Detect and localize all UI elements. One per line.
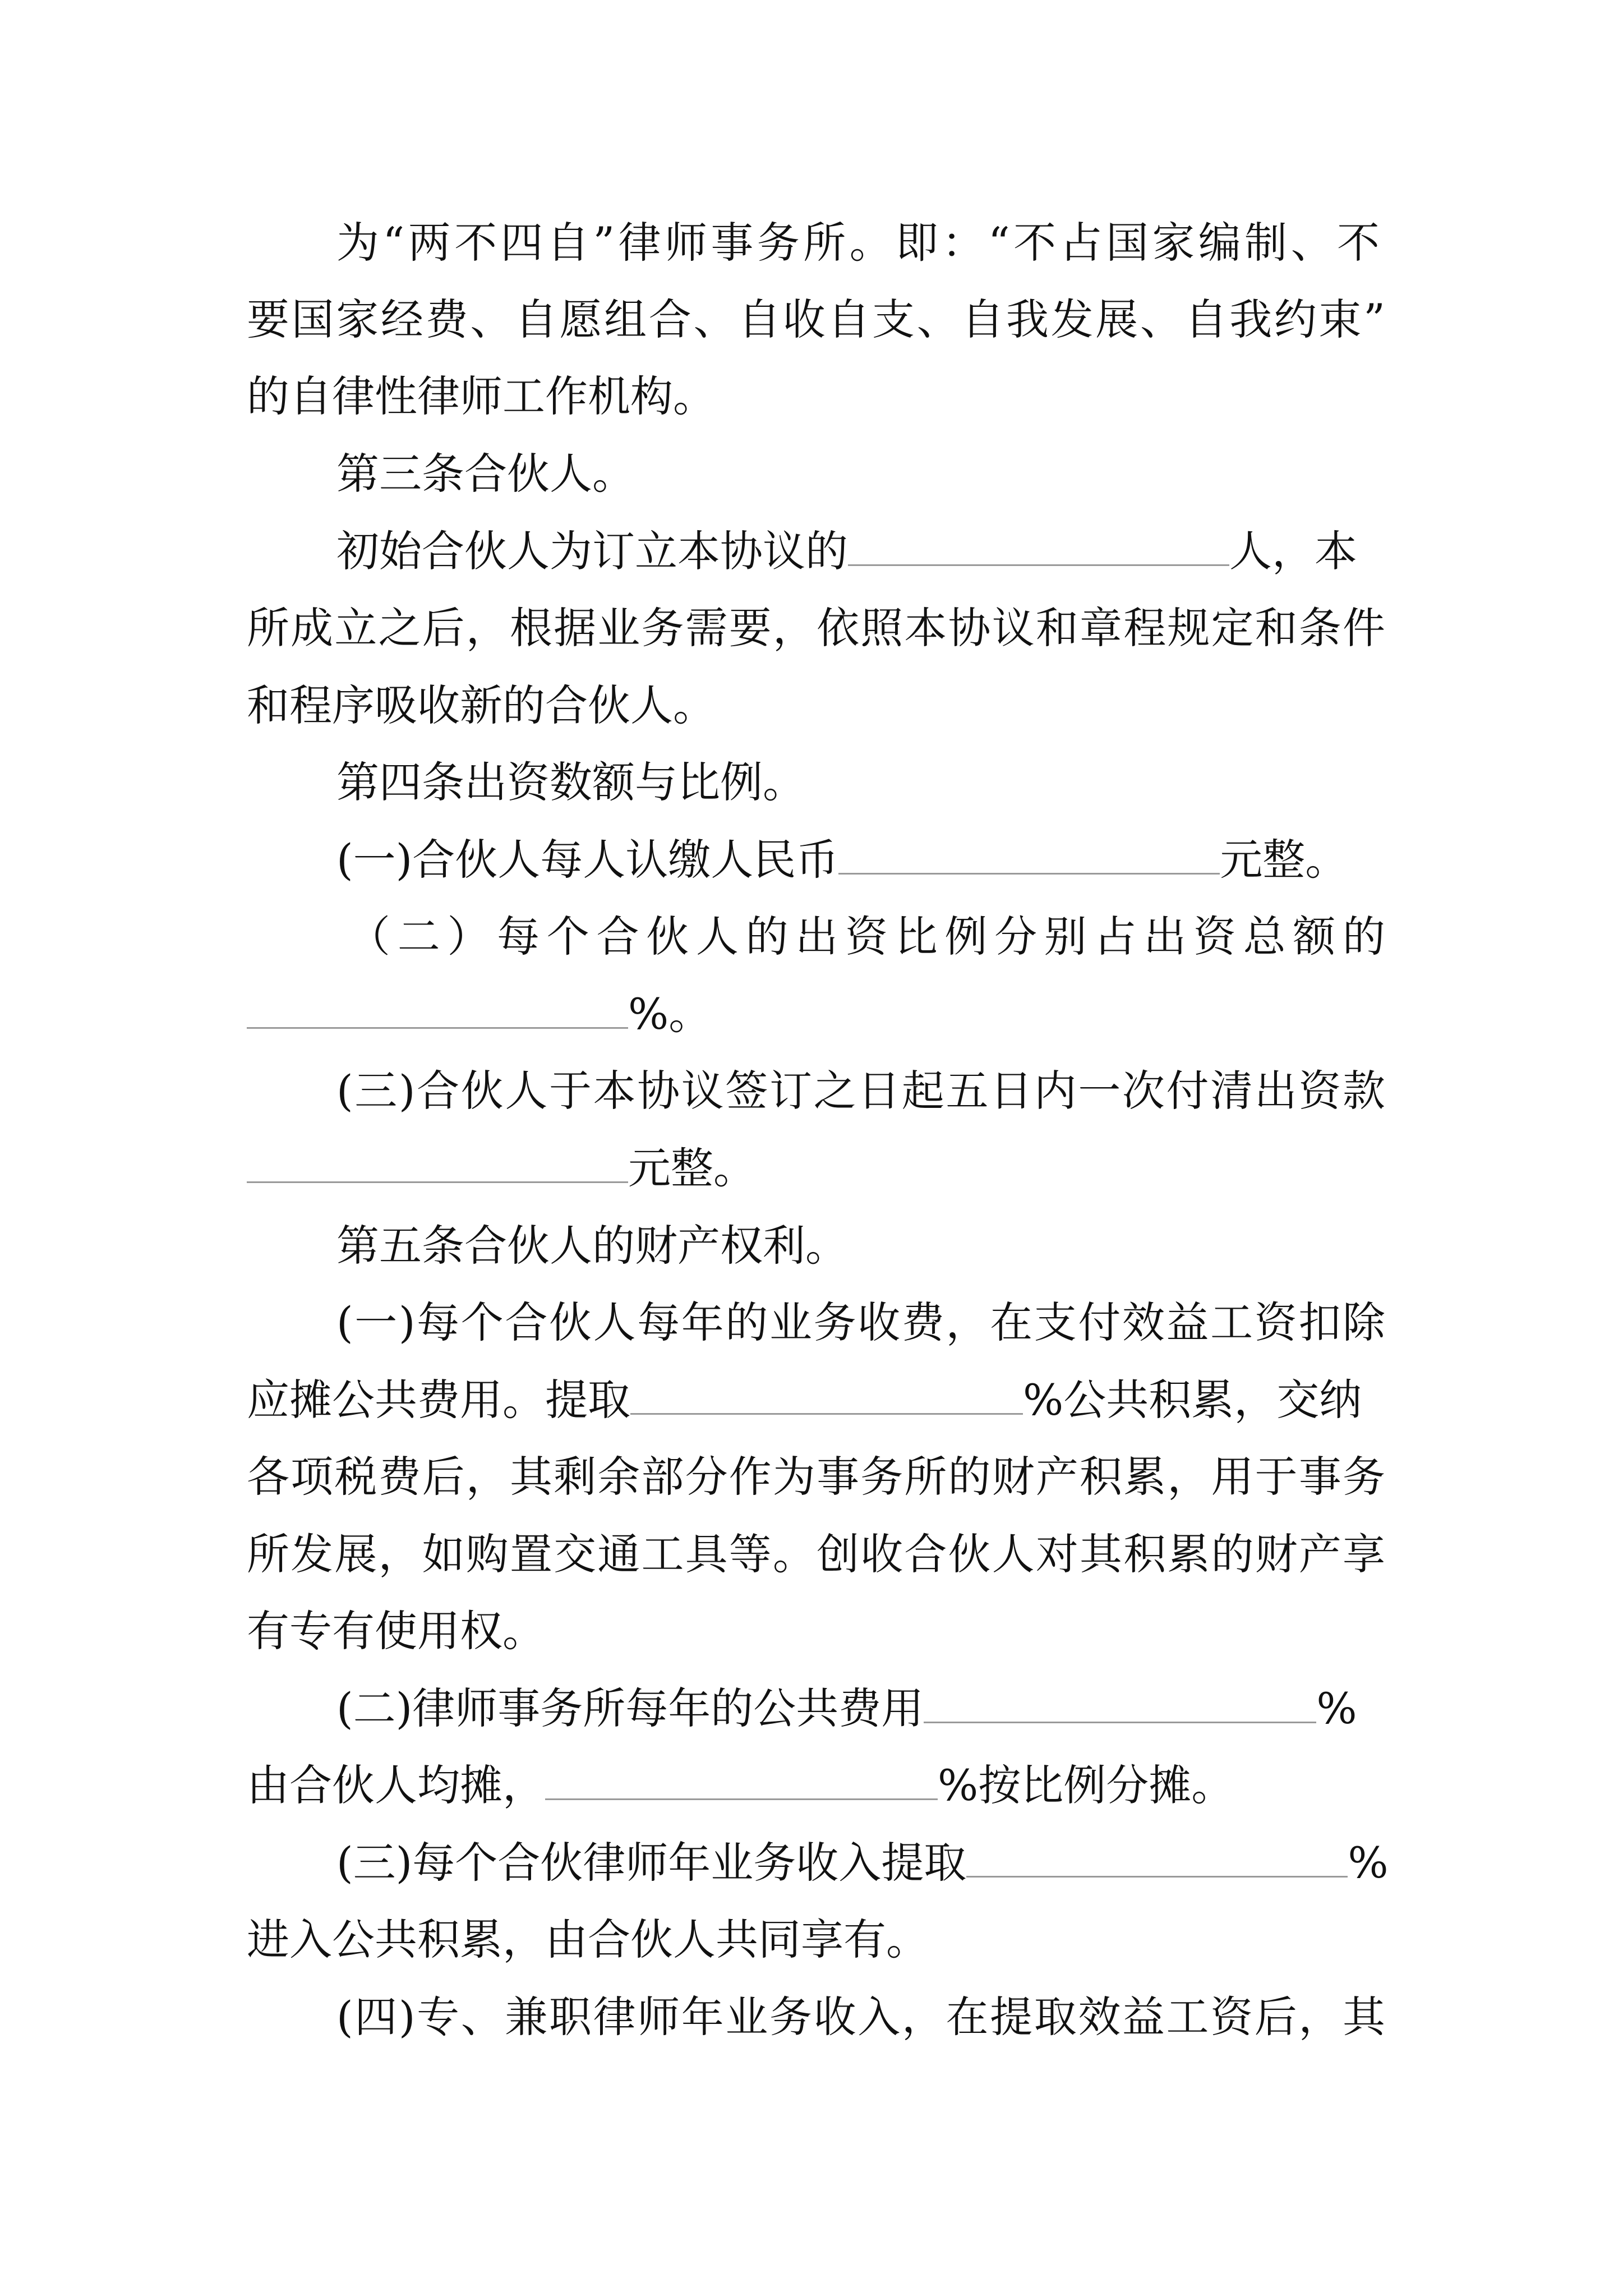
paragraph-line <box>336 829 1348 891</box>
paragraph-line <box>247 1369 1362 1431</box>
line-text: 第五条合伙人的财产权利。 <box>336 1221 848 1271</box>
paragraph-line <box>336 521 1357 582</box>
paragraph-line <box>247 1755 1234 1816</box>
section-heading <box>336 752 805 813</box>
paragraph-line <box>336 1986 1385 2048</box>
line-text: 进入公共积累，由合伙人共同享有。 <box>247 1915 929 1964</box>
line-text: 初始合伙人为订立本协议的 <box>336 526 848 576</box>
paragraph-line <box>336 1832 1389 1894</box>
line-text: %公共积累，交纳 <box>1023 1375 1362 1425</box>
paragraph-line <box>247 1138 756 1199</box>
paragraph-line <box>247 1446 1385 1508</box>
line-text: 的自律性律师工作机构。 <box>247 371 716 421</box>
fill-blank[interactable] <box>545 1766 938 1800</box>
fill-blank[interactable] <box>838 840 1220 875</box>
line-text: (四)专、兼职律师年业务收入，在提取效益工资后，其 <box>336 1992 1385 2042</box>
line-text: 应摊公共费用。提取 <box>247 1375 630 1425</box>
paragraph-line <box>247 597 1385 659</box>
line-text: 为“两不四自”律师事务所。即：“不占国家编制、不 <box>336 218 1380 268</box>
line-text: %。 <box>628 989 712 1039</box>
line-text: 所成立之后，根据业务需要，依照本协议和章程规定和条件 <box>247 603 1385 653</box>
paragraph-line <box>336 1060 1385 1122</box>
paragraph-line <box>247 366 716 427</box>
paragraph-line <box>348 906 1385 968</box>
line-text: 元整。 <box>628 1143 756 1193</box>
paragraph-line <box>247 289 1385 351</box>
paragraph-line <box>336 1678 1357 1740</box>
section-heading <box>336 443 635 505</box>
paragraph-line <box>247 675 716 737</box>
line-text: (三)合伙人于本协议签订之日起五日内一次付清出资款 <box>336 1066 1385 1116</box>
paragraph-line <box>247 983 711 1045</box>
fill-blank[interactable] <box>247 1149 628 1183</box>
paragraph-line <box>247 1524 1385 1585</box>
line-text: % <box>1348 1838 1389 1888</box>
fill-blank[interactable] <box>630 1381 1023 1415</box>
line-text: 所发展，如购置交通工具等。创收合伙人对其积累的财产享 <box>247 1529 1385 1579</box>
line-text: 由合伙人均摊， <box>247 1760 545 1810</box>
line-text: 和程序吸收新的合伙人。 <box>247 680 716 730</box>
line-text: （二）每个合伙人的出资比例分别占出资总额的 <box>348 912 1385 961</box>
section-heading <box>336 1215 848 1277</box>
line-text: 元整。 <box>1220 835 1348 885</box>
line-text: %按比例分摊。 <box>938 1760 1234 1810</box>
fill-blank[interactable] <box>247 995 628 1029</box>
fill-blank[interactable] <box>848 532 1229 566</box>
line-text: (一)合伙人每人认缴人民币 <box>336 835 839 885</box>
paragraph-line <box>247 1600 545 1662</box>
line-text: (一)每个合伙人每年的业务收费，在支付效益工资扣除 <box>336 1297 1385 1347</box>
line-text: 各项税费后，其剩余部分作为事务所的财产积累，用于事务 <box>247 1452 1385 1502</box>
line-text: (三)每个合伙律师年业务收入提取 <box>336 1838 967 1888</box>
line-text: 有专有使用权。 <box>247 1606 545 1656</box>
line-text: (二)律师事务所每年的公共费用 <box>336 1683 924 1733</box>
paragraph-line <box>336 1292 1385 1354</box>
paragraph-line <box>247 1909 929 1971</box>
fill-blank[interactable] <box>924 1689 1316 1723</box>
line-text: 人，本 <box>1229 526 1357 576</box>
fill-blank[interactable] <box>966 1843 1348 1878</box>
line-text: 要国家经费、自愿组合、自收自支、自我发展、自我约束” <box>247 295 1385 344</box>
paragraph-line <box>336 212 1380 274</box>
line-text: 第四条出资数额与比例。 <box>336 757 805 807</box>
line-text: % <box>1316 1683 1357 1733</box>
line-text: 第三条合伙人。 <box>336 449 635 499</box>
